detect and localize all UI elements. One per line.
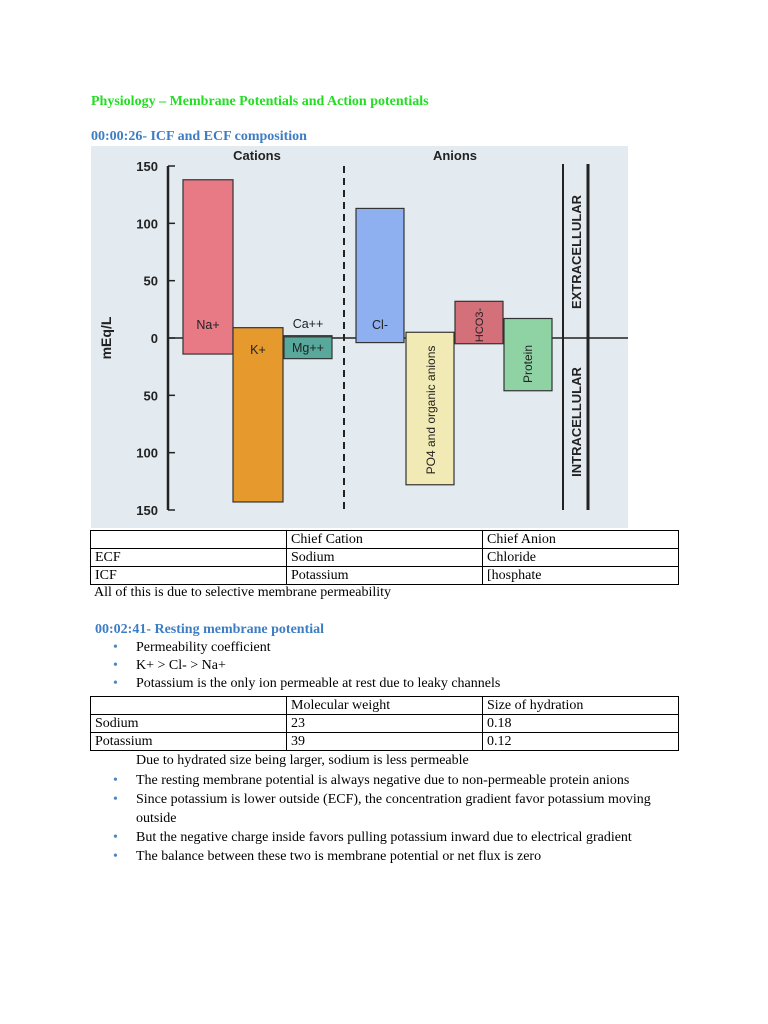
section-heading-resting-potential: 00:02:41- Resting membrane potential [95,622,325,637]
list-item: • But the negative charge inside favors pulling potassium inward due to electrical gradient [92,828,692,847]
table-cell: Size of hydration [483,697,679,715]
y-tick-label: 0 [150,331,158,346]
table-cell: 0.12 [483,733,679,751]
table-cell: Chloride [483,549,679,567]
table-cell: Chief Anion [483,531,679,549]
permeability-bullet-list [92,639,692,693]
table-row [91,549,679,567]
list-item: • Permeability coefficient [92,639,692,657]
side-label-intracellular: INTRACELLULAR [569,367,584,477]
table-row [91,733,679,751]
cation-anion-table [90,530,679,585]
permeability-note: All of this is due to selective membrane permeability [94,585,392,600]
document-title: Physiology – Membrane Potentials and Action potentials [91,94,429,109]
bar-label-cl: Cl- [372,318,388,332]
bar-label-ca: Ca++ [292,317,324,331]
table-cell: 0.18 [483,715,679,733]
table-row [91,567,679,585]
section-heading-composition: 00:00:26- ICF and ECF composition [91,129,307,144]
group-label-cations: Cations [233,148,281,163]
ion-size-table [90,696,679,751]
table-cell: 23 [287,715,483,733]
membrane-potential-bullet-list [92,771,692,866]
y-tick-label: 150 [136,159,158,174]
list-item: • Potassium is the only ion permeable at rest due to leaky channels [92,675,692,693]
group-label-anions: Anions [432,148,478,163]
y-tick-label: 50 [143,273,158,289]
y-tick-label: 150 [136,503,158,518]
table-cell: ECF [91,549,287,567]
table-cell [91,697,287,715]
table-row [91,715,679,733]
table-cell [91,531,287,549]
y-tick-label: 50 [143,388,158,404]
table-cell: [hosphate [483,567,679,585]
bar-label-po4: PO4 and organic anions [424,345,438,475]
table-cell: Chief Cation [287,531,483,549]
bar-label-k: K+ [250,343,266,357]
y-tick-label: 100 [136,445,158,461]
table-cell: Sodium [287,549,483,567]
list-item: • Since potassium is lower outside (ECF), the concentration gradient favor potassium moving outside [92,790,692,828]
side-label-extracellular: EXTRACELLULAR [569,194,584,310]
list-item: • The balance between these two is membrane potential or net flux is zero [92,847,692,866]
bar-label-na: Na+ [196,318,220,332]
table-cell: Molecular weight [287,697,483,715]
table-header-row [91,697,679,715]
list-item: • The resting membrane potential is always negative due to non-permeable protein anions [92,771,692,790]
y-axis-label: mEq/L [98,316,114,360]
bar-label-hco3: HCO3- [474,307,486,343]
bar-label-mg: Mg++ [292,341,324,355]
table-cell: Sodium [91,715,287,733]
icf-ecf-composition-chart [91,146,628,528]
list-item: • K+ > Cl- > Na+ [92,657,692,675]
table-cell: Potassium [91,733,287,751]
bar-label-protein: Protein [521,344,535,384]
table-cell: Potassium [287,567,483,585]
table-header-row [91,531,679,549]
table-cell: 39 [287,733,483,751]
y-tick-label: 100 [136,216,158,232]
hydration-note: Due to hydrated size being larger, sodium is less permeable [136,753,469,768]
table-cell: ICF [91,567,287,585]
